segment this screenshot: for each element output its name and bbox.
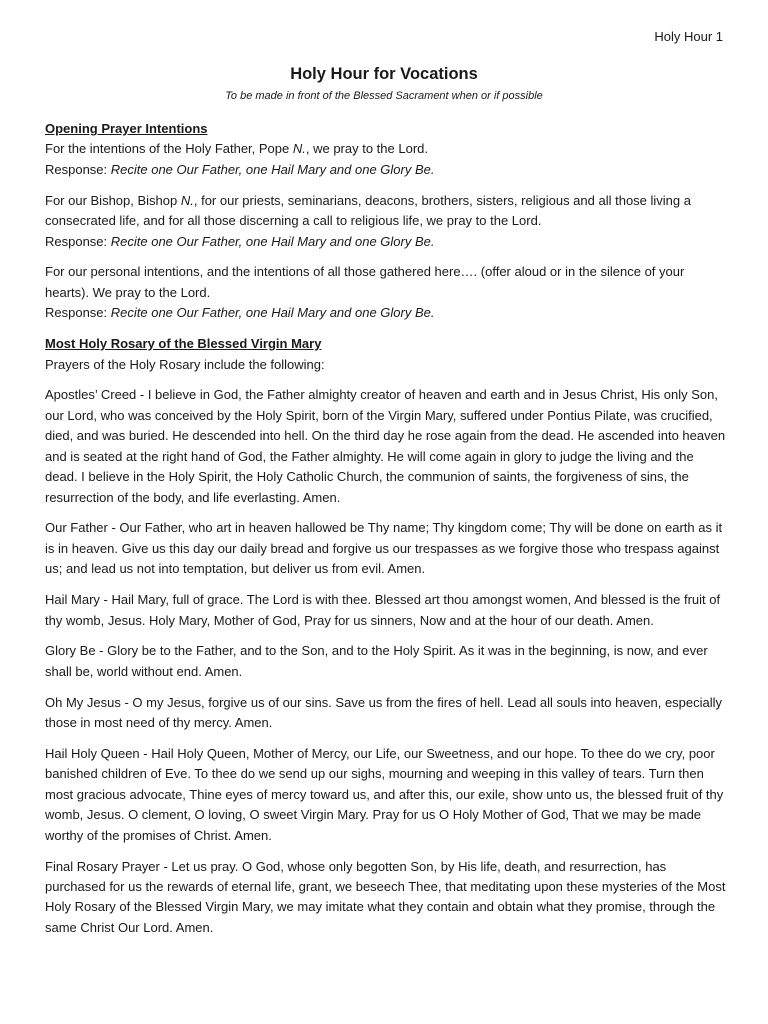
section-heading-opening: Opening Prayer Intentions xyxy=(45,121,208,136)
prayer-oh-my-jesus: Oh My Jesus - O my Jesus, forgive us of our sins. Save us from the fires of hell. Lead all souls into heaven, especially those in most need of thy mercy. Amen. xyxy=(45,694,723,731)
prayer-our-father: Our Father - Our Father, who art in heaven hallowed be Thy name; Thy kingdom come; Thy will be done on earth as it is in heaven. Give us this day our daily bread and forgive us our trespasses as we forgive those who trespass against us; and lead us not into temptation, but deliver us from evil. Amen. xyxy=(45,520,723,577)
response-line: Response: Recite one Our Father, one Hail Mary and one Glory Be. xyxy=(45,233,435,249)
rosary-intro: Prayers of the Holy Rosary include the following: xyxy=(45,356,325,372)
prayer-apostles-creed: Apostles’ Creed - I believe in God, the Father almighty creator of heaven and earth and in Jesus Christ, His only Son, our Lord, who was conceived by the Holy Spirit, born of the Virgin Mary, suffered under Pontius Pilate, was crucified, died, and was buried. He descended into hell. On the third day he rose again from the dead. He ascended into heaven and is seated at the right hand of God, the Father almighty. He will come again in glory to judge the living and the dead. I believe in the Holy Spirit, the Holy Catholic Church, the communion of saints, the forgiveness of sins, the resurrection of the body, and life everlasting. Amen. xyxy=(45,387,726,505)
intention-bishop: For our Bishop, Bishop N., for our priests, seminarians, deacons, brothers, sisters, religious and all those living a consecrated life, and for all those discerning a call to religious life, we pray to the Lord. xyxy=(45,192,691,229)
section-heading-rosary: Most Holy Rosary of the Blessed Virgin Mary xyxy=(45,336,322,352)
prayer-glory-be: Glory Be - Glory be to the Father, and to the Son, and to the Holy Spirit. As it was in the beginning, is now, and ever shall be, world without end. Amen. xyxy=(45,643,708,679)
prayer-final-rosary: Final Rosary Prayer - Let us pray. O God, whose only begotten Son, by His life, death, and resurrection, has purchased for us the rewards of eternal life, grant, we beseech Thee, that meditating upon these mysteries of the Most Holy Rosary of the Blessed Virgin Mary, we may imitate what they contain and obtain what they promise, through the same Christ Our Lord. Amen. xyxy=(45,858,726,935)
page-header: Holy Hour 1 xyxy=(654,29,723,44)
intention-pope: For the intentions of the Holy Father, Pope N., we pray to the Lord. xyxy=(45,141,428,157)
prayer-hail-holy-queen: Hail Holy Queen - Hail Holy Queen, Mother of Mercy, our Life, our Sweetness, and our hope. To thee do we cry, poor banished children of Eve. To thee do we send up our sighs, mourning and weeping in this valley of tears. Turn then most gracious advocate, Thine eyes of mercy toward us, and after this, our exile, show unto us, the blessed fruit of thy womb, Jesus. O clement, O loving, O sweet Virgin Mary. Pray for us O Holy Mother of God, That we may be made worthy of the promises of Christ. Amen. xyxy=(45,746,724,843)
page-title: Holy Hour for Vocations xyxy=(290,65,478,83)
response-line: Response: Recite one Our Father, one Hail Mary and one Glory Be. xyxy=(45,305,435,321)
page-subtitle: To be made in front of the Blessed Sacrament when or if possible xyxy=(225,90,543,102)
prayer-hail-mary: Hail Mary - Hail Mary, full of grace. The Lord is with thee. Blessed art thou amongst women, And blessed is the fruit of thy womb, Jesus. Holy Mary, Mother of God, Pray for us sinners, Now and at the hour of our death. Amen. xyxy=(45,592,721,628)
intention-personal: For our personal intentions, and the intentions of all those gathered here…. (offer aloud or in the silence of your hearts). We pray to the Lord. xyxy=(45,264,685,300)
document-body xyxy=(45,119,727,949)
response-line: Response: Recite one Our Father, one Hail Mary and one Glory Be. xyxy=(45,161,435,177)
